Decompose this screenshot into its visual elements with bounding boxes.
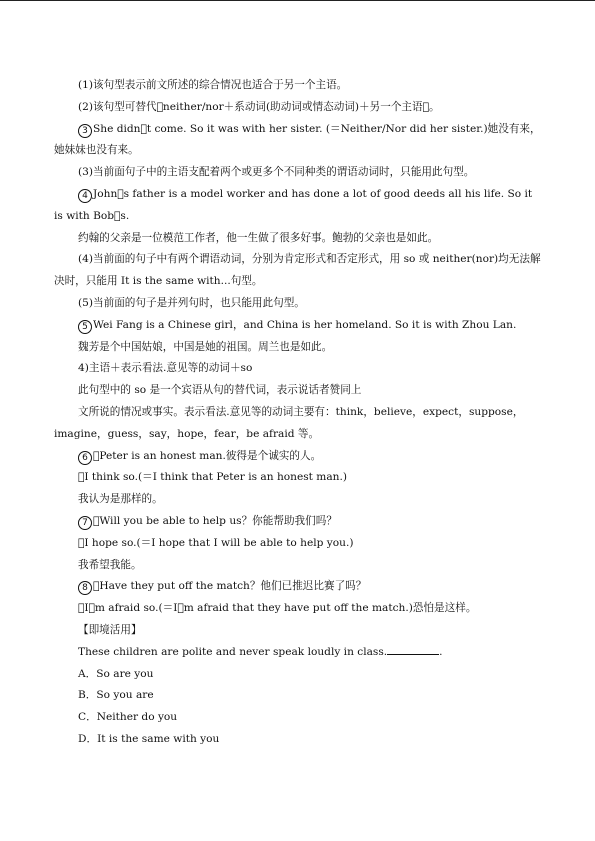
option-b	[54, 685, 542, 707]
section-4-verb-list: 文所说的情况或事实。表示看法.意见等的动词主要有：think，believe，expect，suppose，imagine，guess，say，hope，fear，be afraid 等。	[54, 405, 524, 440]
example-3-text: She didn􏰀t come. So it was with her sister. (＝Neither/Nor did her sister.)她没有来，她妹妹也没有来。	[54, 122, 541, 157]
answer-blank[interactable]	[387, 642, 439, 655]
option-b-text: So you are	[96, 689, 154, 702]
example-7-translation: 我希望我能。	[78, 558, 142, 571]
example-8-reply: 􏰀I􏰀m afraid so.(＝I􏰀m afraid that they have put off the match.)恐怕是这样。	[78, 602, 477, 615]
option-d-letter: D．	[78, 732, 98, 745]
exercise-question-end: .	[439, 645, 443, 658]
example-6-text: 􏰀Peter is an honest man.彼得是个诚实的人。	[93, 449, 322, 462]
paragraph-rule-4: (4)当前面的句子中有两个谓语动词，分别为肯定形式和否定形式，用 so 或 neither(nor)均无法解决时，只能用 It is the same with...句型。	[54, 253, 541, 288]
example-7-reply: 􏰀I hope so.(＝I hope that I will be able to help you.)	[78, 536, 354, 549]
paragraph-rule-3: (3)当前面句子中的主语支配着两个或更多个不同种类的谓语动词时，只能用此句型。	[78, 166, 475, 179]
exercise-label: 【即境活用】	[78, 623, 142, 636]
circled-number-4: 4	[78, 189, 92, 203]
circled-number-5: 5	[78, 320, 92, 334]
section-heading-4: 4)主语＋表示看法.意见等的动词＋so	[78, 362, 253, 375]
example-6-translation: 我认为是那样的。	[78, 493, 163, 506]
example-8	[54, 576, 542, 598]
option-b-letter: B．	[78, 689, 97, 702]
option-d	[54, 729, 542, 751]
option-c-text: Neither do you	[96, 711, 178, 724]
exercise-question	[54, 642, 542, 664]
example-5-translation: 魏芳是个中国姑娘，中国是她的祖国。周兰也是如此。	[78, 340, 333, 353]
circled-number-7: 7	[78, 516, 92, 530]
example-6	[54, 446, 542, 468]
example-7	[54, 511, 542, 533]
paragraph-rule-1: (1)该句型表示前文所述的综合情况也适合于另一个主语。	[78, 79, 348, 91]
example-8-text: 􏰀Have they put off the match？他们已推迟比赛了吗？	[93, 580, 367, 593]
example-6-reply: 􏰀I think so.(＝I think that Peter is an honest man.)	[78, 471, 347, 484]
example-4-text: John􏰀s father is a model worker and has done a lot of good deeds all his life. So it is with Bob􏰀s.	[54, 187, 533, 222]
circled-number-8: 8	[78, 581, 92, 595]
example-5-text: Wei Fang is a Chinese girl，and China is her homeland. So it is with Zhou Lan.	[93, 318, 517, 331]
exercise-question-text: These children are polite and never speak loudly in class.	[78, 645, 388, 658]
option-d-text: It is the same with you	[97, 732, 220, 745]
example-4-translation: 约翰的父亲是一位模范工作者，他一生做了很多好事。鲍勃的父亲也是如此。	[78, 231, 439, 244]
option-c-letter: C．	[78, 711, 97, 724]
example-4	[54, 184, 542, 228]
document-body	[54, 75, 542, 751]
option-c	[54, 707, 542, 729]
option-a	[54, 664, 542, 686]
example-3	[54, 119, 542, 163]
example-5	[54, 315, 542, 337]
paragraph-rule-5: (5)当前面的句子是并列句时，也只能用此句型。	[78, 296, 305, 309]
section-4-explanation: 此句型中的 so 是一个宾语从句的替代词，表示说话者赞同上	[78, 384, 362, 397]
option-a-letter: A．	[78, 667, 97, 680]
option-a-text: So are you	[96, 667, 154, 680]
example-7-text: 􏰀Will you be able to help us？你能帮助我们吗？	[93, 514, 337, 527]
circled-number-3: 3	[78, 124, 92, 138]
top-border-line	[0, 0, 595, 1]
paragraph-rule-2: (2)该句型可替代􏰀neither/nor＋系动词(助动词或情态动词)＋另一个主语􏰀。	[78, 100, 440, 113]
circled-number-6: 6	[78, 451, 92, 465]
